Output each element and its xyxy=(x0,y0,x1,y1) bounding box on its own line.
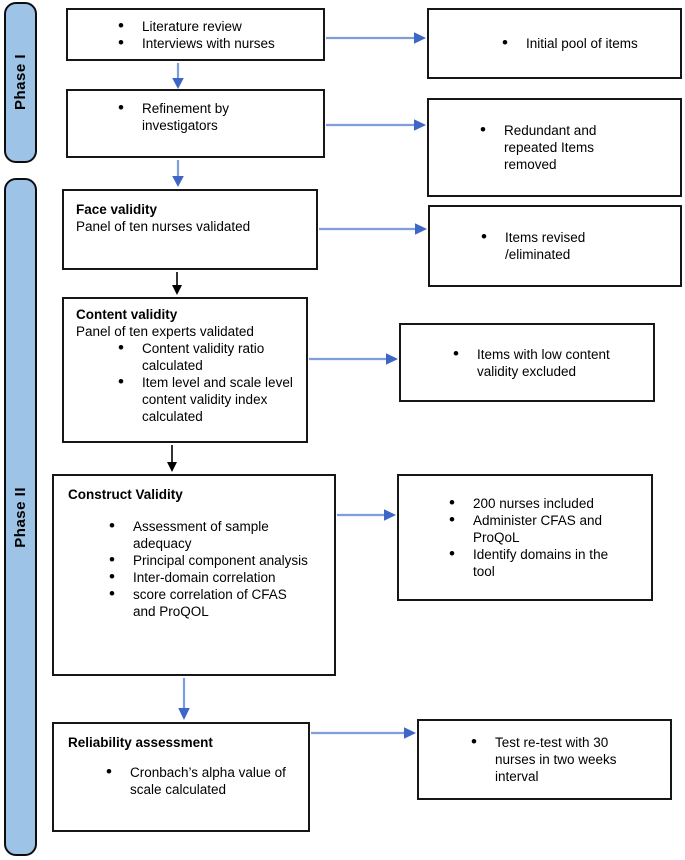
list-item xyxy=(114,374,298,425)
refinement-list xyxy=(114,100,323,134)
process-box-item-generation xyxy=(66,8,325,61)
list-item-text: Redundant and repeated Items removed xyxy=(504,123,597,172)
list-item xyxy=(445,546,651,580)
list-item-text: Test re-test with 30 nurses in two weeks interval xyxy=(495,735,617,784)
outcome-box-items-revised xyxy=(428,205,682,287)
phase-band-2 xyxy=(4,178,37,856)
list-item-text: Assessment of sample adequacy xyxy=(133,519,269,551)
box-title: Face validity xyxy=(76,202,158,217)
list-item-text: Interviews with nurses xyxy=(142,35,275,51)
outcome-list xyxy=(445,495,651,580)
list-item xyxy=(114,340,298,374)
arrow-face-to-content-validity xyxy=(172,272,182,295)
arrow-construct-validity-to-nurses-included xyxy=(337,509,396,521)
list-item-text: Items revised /eliminated xyxy=(505,230,586,262)
arrow-refinement-to-face-validity xyxy=(172,160,184,187)
outcome-box-construct-sample xyxy=(397,474,653,601)
outcome-list xyxy=(476,122,680,173)
list-item-text: Item level and scale level content validity index calculated xyxy=(142,375,293,424)
arrow-content-validity-to-items-excluded xyxy=(309,353,398,365)
outcome-box-redundant-removed xyxy=(427,98,682,197)
list-item xyxy=(114,35,275,52)
process-box-construct-validity xyxy=(52,474,336,676)
arrow-face-validity-to-items-revised xyxy=(319,223,427,235)
outcome-list xyxy=(498,35,680,52)
list-item-text: Identify domains in the tool xyxy=(473,547,609,579)
outcome-box-initial-pool xyxy=(427,8,682,79)
list-item-text: Principal component analysis xyxy=(133,553,308,568)
outcome-box-low-validity-excluded xyxy=(399,323,655,402)
list-item xyxy=(105,569,326,586)
list-item xyxy=(102,764,300,798)
arrow-literature-to-initial-pool xyxy=(326,32,426,44)
list-item xyxy=(114,18,275,35)
list-item xyxy=(114,100,323,134)
list-item xyxy=(105,586,326,620)
phase-band-1 xyxy=(4,2,37,163)
item-generation-list xyxy=(114,18,275,52)
arrow-content-to-construct-validity xyxy=(167,445,177,472)
reliability-list xyxy=(102,764,300,798)
outcome-list xyxy=(467,734,670,785)
phase-1-label: Phase I xyxy=(12,54,29,111)
list-item xyxy=(445,495,651,512)
list-item-text: score correlation of CFAS and ProQOL xyxy=(133,587,287,619)
arrow-refinement-to-redundant-removed xyxy=(326,119,426,131)
outcome-list xyxy=(477,229,680,263)
list-item xyxy=(445,512,651,546)
list-item-text: Cronbach’s alpha value of scale calculated xyxy=(130,765,286,797)
process-box-content-validity xyxy=(62,297,308,443)
list-item-text: Inter-domain correlation xyxy=(133,570,276,585)
phase-2-label: Phase II xyxy=(12,486,29,548)
list-item-text: Administer CFAS and ProQoL xyxy=(473,513,603,545)
list-item xyxy=(105,518,326,552)
list-item xyxy=(476,122,680,173)
list-item xyxy=(477,229,680,263)
process-box-refinement xyxy=(66,89,325,158)
list-item-text: Content validity ratio calculated xyxy=(142,341,265,373)
list-item xyxy=(449,346,653,380)
list-item xyxy=(498,35,680,52)
process-box-reliability-assessment xyxy=(52,722,310,832)
box-subtitle: Panel of ten nurses validated xyxy=(76,219,251,234)
list-item-text: Refinement by investigators xyxy=(142,101,230,133)
list-item-text: Literature review xyxy=(142,18,242,34)
list-item xyxy=(105,552,326,569)
arrow-reliability-to-test-retest xyxy=(311,727,416,739)
outcome-box-test-retest xyxy=(417,719,672,800)
content-validity-list xyxy=(114,340,298,425)
box-title: Construct Validity xyxy=(68,487,183,502)
box-title: Content validity xyxy=(76,307,178,322)
list-item-text: Items with low content validity excluded xyxy=(477,346,610,379)
list-item-text: 200 nurses included xyxy=(473,496,594,511)
arrow-literature-to-refinement xyxy=(172,63,184,89)
list-item-text: Initial pool of items xyxy=(526,36,638,51)
process-box-face-validity xyxy=(62,189,318,270)
construct-validity-list xyxy=(105,518,326,620)
arrow-construct-to-reliability xyxy=(178,678,190,720)
outcome-list xyxy=(449,346,653,380)
box-subtitle: Panel of ten experts validated xyxy=(76,324,254,339)
list-item xyxy=(467,734,670,785)
box-title: Reliability assessment xyxy=(68,735,213,750)
